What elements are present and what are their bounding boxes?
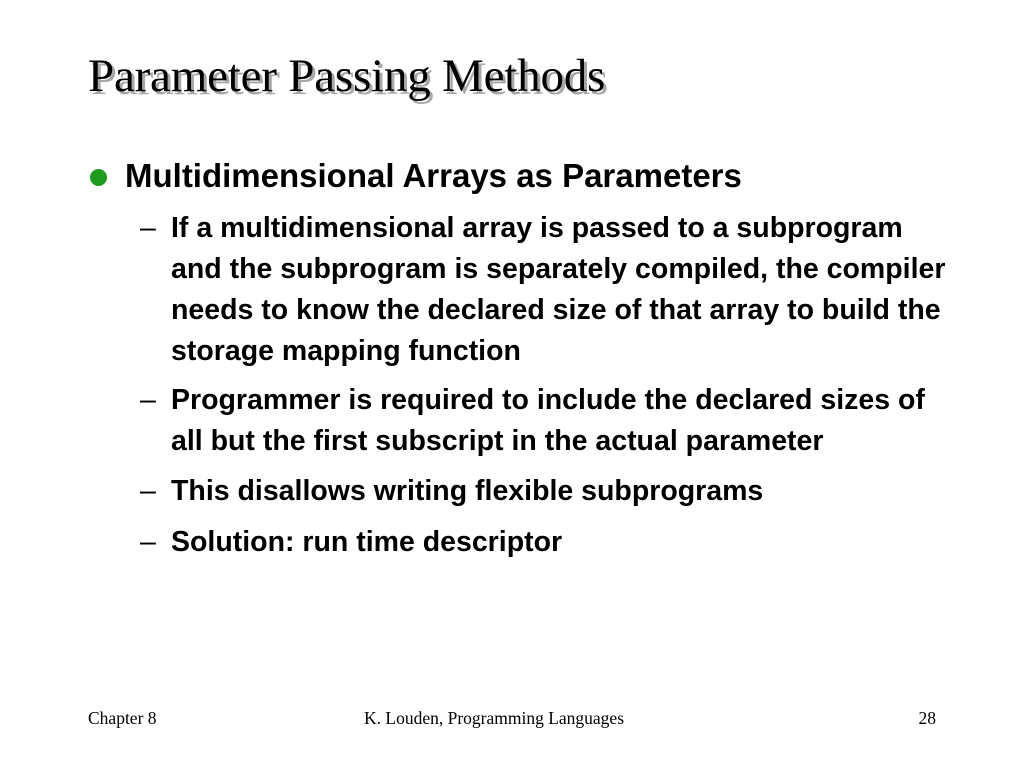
footer-page-number: 28 (918, 708, 936, 728)
bullet-dot-icon (90, 169, 107, 186)
sub-bullet-text: This disallows writing flexible subprograms (171, 475, 764, 507)
dash-icon: – (140, 212, 156, 244)
sub-bullet-text: Programmer is required to include the declared sizes of all but the first subscript in the actual parameter (171, 384, 925, 457)
dash-icon: – (140, 384, 156, 416)
sub-bullet-text: Solution: run time descriptor (171, 526, 563, 558)
slide-title: Parameter Passing Methods (88, 50, 606, 102)
sub-bullet-item (140, 380, 960, 462)
sub-bullet-item (140, 522, 960, 563)
dash-icon: – (140, 475, 156, 507)
sub-bullet-item (140, 208, 960, 372)
sub-bullet-list (140, 208, 960, 571)
main-bullet (90, 154, 742, 198)
footer-chapter: Chapter 8 (88, 708, 157, 728)
sub-bullet-text: If a multidimensional array is passed to a subprogram and the subprogram is separately compiled, the compiler needs to know the declared size of that array to build the storage mapping function (171, 212, 946, 367)
main-bullet-text: Multidimensional Arrays as Parameters (125, 157, 742, 194)
dash-icon: – (140, 526, 156, 558)
sub-bullet-item (140, 471, 960, 512)
footer-author: K. Louden, Programming Languages (364, 708, 625, 728)
